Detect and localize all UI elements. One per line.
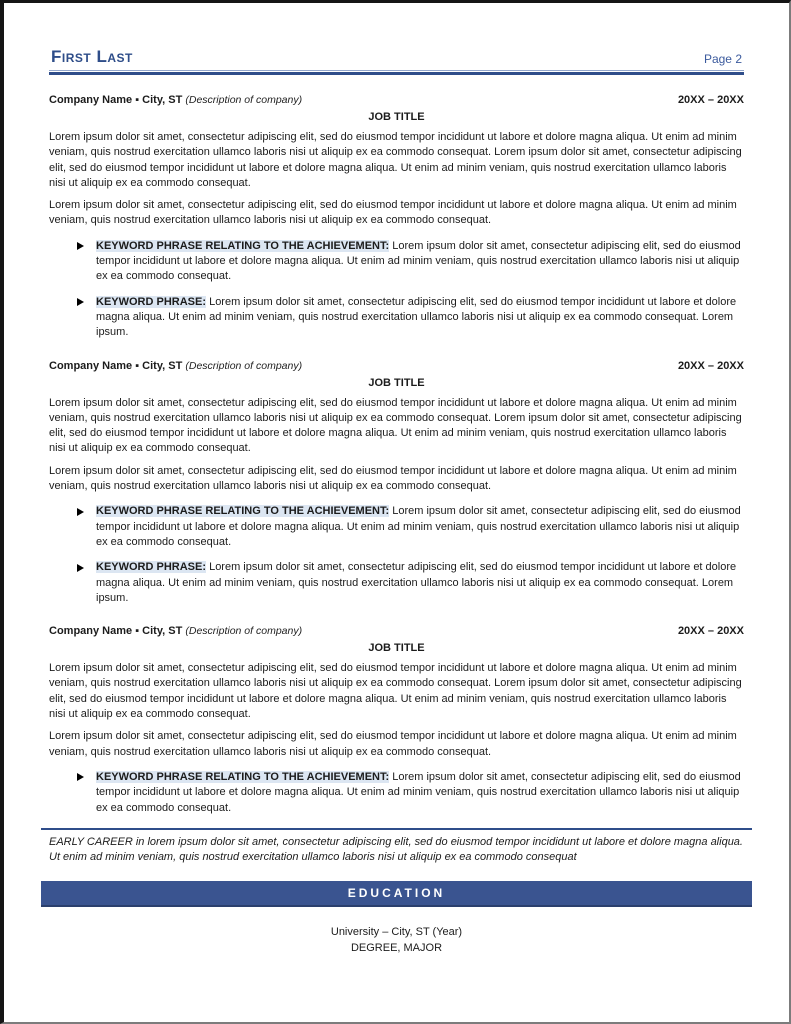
achievement-bullet	[77, 504, 744, 550]
job-section-1	[49, 94, 744, 341]
company-description: (Description of company)	[185, 359, 303, 372]
triangle-bullet-icon	[77, 508, 84, 516]
bullet-body: Lorem ipsum dolor sit amet, consectetur adipiscing elit, sed do eiusmod tempor incididunt ut labore et dolore magna aliqua. Ut enim ad minim veniam, quis nostrud exercitation ullamco laboris nisi ut aliquip ex ea commodo consequat. Lorem ipsum.	[96, 295, 737, 339]
bullet-text	[96, 770, 744, 816]
company-line	[49, 360, 302, 372]
achievement-bullet	[77, 560, 744, 606]
bullet-text	[96, 295, 744, 341]
achievement-bullet	[77, 770, 744, 816]
bullet-text	[96, 560, 744, 606]
university-line: University – City, ST (Year)	[330, 926, 463, 939]
job-paragraph: Lorem ipsum dolor sit amet, consectetur adipiscing elit, sed do eiusmod tempor incididunt ut labore et dolore magna aliqua. Ut enim ad minim veniam, quis nostrud exercitation ullamco laboris nisi ut aliquip ex ea commodo consequat. Lorem ipsum dolor sit amet, consectetur adipiscing elit, sed do eiusmod tempor incididunt ut labore et dolore magna aliqua. Ut enim ad minim veniam, quis nostrud exercitation ullamco laboris nisi ut aliquip ex ea commodo consequat.	[49, 662, 742, 721]
achievement-bullet	[77, 295, 744, 341]
bullet-body: Lorem ipsum dolor sit amet, consectetur adipiscing elit, sed do eiusmod tempor incididunt ut labore et dolore magna aliqua. Ut enim ad minim veniam, quis nostrud exercitation ullamco laboris nisi ut aliquip ex ea commodo consequat. Lorem ipsum.	[96, 561, 737, 604]
bullet-body: Lorem ipsum dolor sit amet, consectetur adipiscing elit, sed do eiusmod tempor incididunt ut labore et dolore magna aliqua. Ut enim ad minim veniam, quis nostrud exercitation ullamco laboris nisi ut aliquip ex ea commodo consequat.	[96, 770, 741, 814]
bullet-text	[96, 239, 744, 285]
early-career-note	[41, 828, 752, 866]
triangle-bullet-icon	[77, 773, 84, 781]
keyword-phrase: KEYWORD PHRASE:	[96, 561, 207, 574]
triangle-bullet-icon	[77, 242, 84, 250]
company-line	[49, 94, 302, 106]
early-career-text: in lorem ipsum dolor sit amet, consectetur adipiscing elit, sed do eiusmod tempor incididunt ut labore et dolore magna aliqua. Ut enim ad minim veniam, quis nostrud exercitation ullamco laboris nisi ut aliquip ex ea commodo consequat	[49, 835, 743, 864]
achievement-bullet	[77, 239, 744, 285]
employment-dates: 20XX – 20XX	[677, 625, 744, 638]
job-heading	[49, 94, 744, 106]
job-paragraph: Lorem ipsum dolor sit amet, consectetur adipiscing elit, sed do eiusmod tempor incididunt ut labore et dolore magna aliqua. Ut enim ad minim veniam, quis nostrud exercitation ullamco laboris nisi ut aliquip ex ea commodo consequat. Lorem ipsum dolor sit amet, consectetur adipiscing elit, sed do eiusmod tempor incididunt ut labore et dolore magna aliqua. Ut enim ad minim veniam, quis nostrud exercitation ullamco laboris nisi ut aliquip ex ea commodo consequat.	[49, 396, 742, 455]
company-name: Company Name	[49, 359, 133, 372]
keyword-phrase: KEYWORD PHRASE RELATING TO THE ACHIEVEMENT:	[96, 239, 390, 252]
candidate-name: First Last	[51, 47, 133, 66]
company-line	[49, 625, 302, 637]
keyword-phrase: KEYWORD PHRASE:	[96, 295, 207, 308]
employment-dates: 20XX – 20XX	[677, 94, 744, 106]
job-section-2	[49, 360, 744, 607]
company-name: Company Name	[49, 94, 133, 106]
education-heading: EDUCATION	[347, 886, 446, 901]
resume-page	[4, 3, 789, 956]
keyword-phrase: KEYWORD PHRASE RELATING TO THE ACHIEVEMENT:	[96, 770, 390, 783]
triangle-bullet-icon	[77, 298, 84, 306]
employment-dates: 20XX – 20XX	[677, 359, 744, 372]
job-title: JOB TITLE	[368, 376, 425, 389]
company-location: City, ST	[142, 94, 183, 106]
job-heading	[49, 360, 744, 372]
separator-square: ▪	[135, 359, 143, 372]
job-paragraph: Lorem ipsum dolor sit amet, consectetur adipiscing elit, sed do eiusmod tempor incididunt ut labore et dolore magna aliqua. Ut enim ad minim veniam, quis nostrud exercitation ullamco laboris nisi ut aliquip ex ea commodo consequat.	[49, 464, 737, 493]
keyword-phrase: KEYWORD PHRASE RELATING TO THE ACHIEVEMENT:	[96, 505, 390, 518]
separator-square: ▪	[135, 625, 143, 638]
job-title: JOB TITLE	[368, 111, 425, 123]
job-paragraph: Lorem ipsum dolor sit amet, consectetur adipiscing elit, sed do eiusmod tempor incididunt ut labore et dolore magna aliqua. Ut enim ad minim veniam, quis nostrud exercitation ullamco laboris nisi ut aliquip ex ea commodo consequat. Lorem ipsum dolor sit amet, consectetur adipiscing elit, sed do eiusmod tempor incididunt ut labore et dolore magna aliqua. Ut enim ad minim veniam, quis nostrud exercitation ullamco laboris nisi ut aliquip ex ea commodo consequat.	[49, 131, 742, 189]
job-heading	[49, 625, 744, 637]
education-details	[49, 924, 744, 956]
header-divider	[49, 70, 744, 75]
bullet-body: Lorem ipsum dolor sit amet, consectetur adipiscing elit, sed do eiusmod tempor incididunt ut labore et dolore magna aliqua. Ut enim ad minim veniam, quis nostrud exercitation ullamco laboris nisi ut aliquip ex ea commodo consequat.	[96, 239, 741, 283]
company-description: (Description of company)	[185, 94, 303, 106]
triangle-bullet-icon	[77, 564, 84, 572]
job-paragraph: Lorem ipsum dolor sit amet, consectetur adipiscing elit, sed do eiusmod tempor incididunt ut labore et dolore magna aliqua. Ut enim ad minim veniam, quis nostrud exercitation ullamco laboris nisi ut aliquip ex ea commodo consequat.	[49, 730, 737, 758]
bullet-body: Lorem ipsum dolor sit amet, consectetur adipiscing elit, sed do eiusmod tempor incididunt ut labore et dolore magna aliqua. Ut enim ad minim veniam, quis nostrud exercitation ullamco laboris nisi ut aliquip ex ea commodo consequat.	[96, 505, 741, 548]
page-header	[49, 47, 744, 67]
bullet-text	[96, 504, 744, 550]
job-section-3	[49, 625, 744, 816]
company-location: City, ST	[142, 359, 183, 372]
company-description: (Description of company)	[185, 625, 303, 638]
early-career-label: EARLY CAREER	[49, 835, 133, 848]
separator-square: ▪	[135, 94, 143, 106]
job-paragraph: Lorem ipsum dolor sit amet, consectetur adipiscing elit, sed do eiusmod tempor incididunt ut labore et dolore magna aliqua. Ut enim ad minim veniam, quis nostrud exercitation ullamco laboris nisi ut aliquip ex ea commodo consequat.	[49, 199, 737, 227]
company-name: Company Name	[49, 625, 133, 638]
education-section-header	[41, 881, 752, 907]
page-number: Page 2	[703, 52, 742, 66]
degree-line: DEGREE, MAJOR	[350, 942, 443, 955]
job-title: JOB TITLE	[368, 642, 425, 655]
company-location: City, ST	[142, 625, 183, 638]
